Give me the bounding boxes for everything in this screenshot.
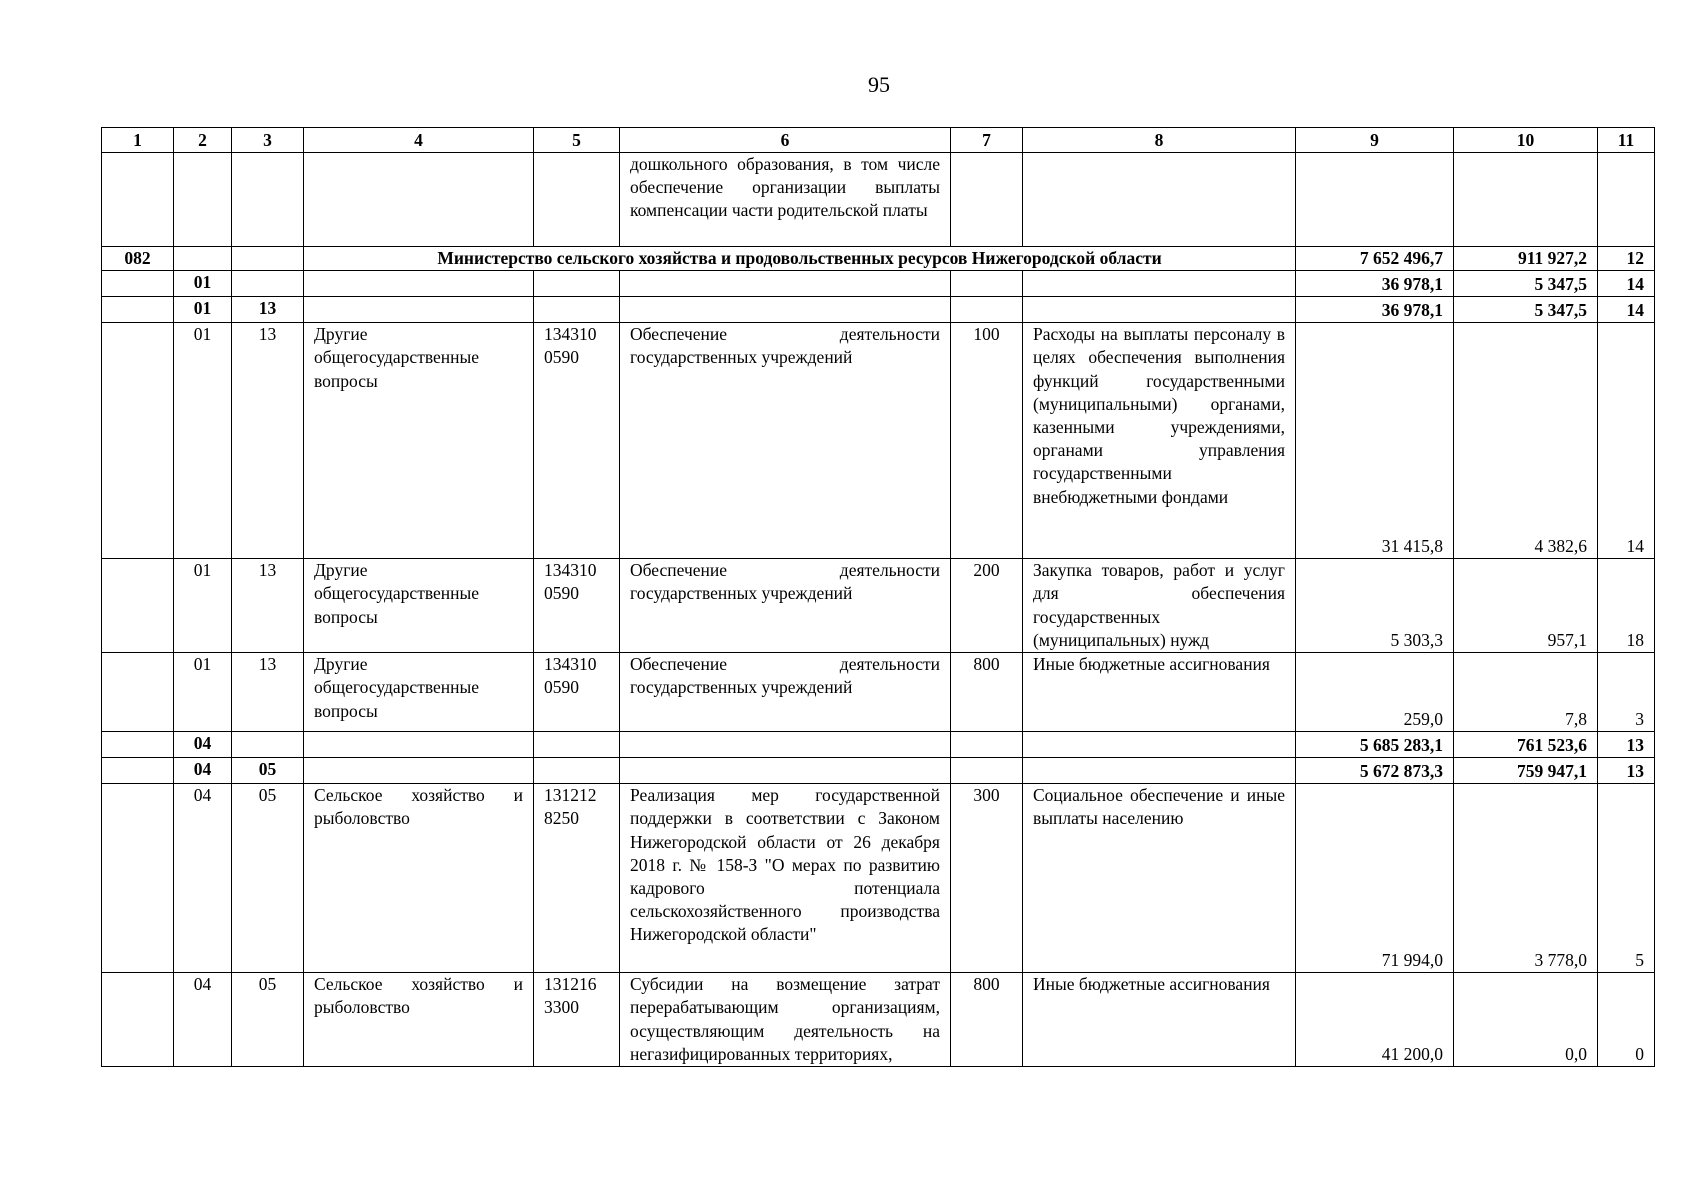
target-code-part: 131216: [544, 974, 597, 995]
cell-subsection: 05: [232, 758, 304, 784]
cell-amount-plan: 5 672 873,3: [1296, 758, 1454, 784]
header-cell: 6: [620, 128, 951, 153]
cell-amount-plan: 5 685 283,1: [1296, 732, 1454, 758]
cell-section: 01: [174, 271, 232, 297]
cell-amount-plan: 36 978,1: [1296, 297, 1454, 323]
cell-subsection-name: Сельское хозяйство и рыболовство: [304, 973, 534, 1067]
cell-purpose: Реализация мер государственной поддержки в соответствии с Законом Нижегородской области от 26 декабря 2018 г. № 158-З "О мерах по развитию кадрового потенциала сельскохозяйственного производства Нижегородской области": [620, 784, 951, 973]
cell-purpose: дошкольного образования, в том числе обеспечение организации выплаты компенсации части родительской платы: [620, 153, 951, 247]
cell-amount-plan: 31 415,8: [1296, 323, 1454, 559]
cell-subsection: 13: [232, 559, 304, 653]
cell-purpose: Обеспечение деятельности государственных учреждений: [620, 653, 951, 732]
cell-amount-actual: 7,8: [1454, 653, 1598, 732]
cell-target-code: [534, 323, 620, 559]
table-row: [102, 653, 1655, 732]
target-code-part: 0590: [544, 347, 579, 368]
cell-percent: 13: [1598, 732, 1655, 758]
cell-percent: 14: [1598, 323, 1655, 559]
target-code-part: 3300: [544, 997, 579, 1018]
cell-expense-name: Социальное обеспечение и иные выплаты населению: [1023, 784, 1296, 973]
cell-amount-actual: 4 382,6: [1454, 323, 1598, 559]
cell-section: 04: [174, 732, 232, 758]
cell-percent: 12: [1598, 247, 1655, 271]
target-code-part: 8250: [544, 808, 579, 829]
table-row: [102, 153, 1655, 247]
cell-percent: 14: [1598, 271, 1655, 297]
header-cell: 8: [1023, 128, 1296, 153]
target-code-part: 134310: [544, 560, 597, 581]
cell-subsection: 13: [232, 323, 304, 559]
header-cell: 7: [951, 128, 1023, 153]
cell-subsection-name: Сельское хозяйство и рыболовство: [304, 784, 534, 973]
cell-expense-name: Закупка товаров, работ и услуг для обеспечения государственных (муниципальных) нужд: [1023, 559, 1296, 653]
target-code-part: 134310: [544, 324, 597, 345]
cell-purpose: Обеспечение деятельности государственных учреждений: [620, 323, 951, 559]
cell-expense-type: 800: [951, 973, 1023, 1067]
cell-percent: 3: [1598, 653, 1655, 732]
cell-section: 01: [174, 653, 232, 732]
cell-section: 01: [174, 297, 232, 323]
table-header-row: [102, 128, 1655, 153]
cell-expense-type: 200: [951, 559, 1023, 653]
cell-target-code: [534, 653, 620, 732]
cell-section: 01: [174, 323, 232, 559]
cell-expense-type: 300: [951, 784, 1023, 973]
cell-percent: 13: [1598, 758, 1655, 784]
cell-section: 01: [174, 559, 232, 653]
table-row: [102, 973, 1655, 1067]
cell-percent: 0: [1598, 973, 1655, 1067]
cell-amount-plan: 259,0: [1296, 653, 1454, 732]
cell-subsection: 05: [232, 973, 304, 1067]
cell-expense-type: 100: [951, 323, 1023, 559]
cell-subsection: [232, 271, 304, 297]
cell-purpose: Субсидии на возмещение затрат перерабатывающим организациям, осуществляющим деятельность на негазифицированных территориях,: [620, 973, 951, 1067]
cell-ministry-code: 082: [102, 247, 174, 271]
header-cell: 1: [102, 128, 174, 153]
cell-target-code: [534, 559, 620, 653]
cell-subsection-name: Другие общегосударственные вопросы: [304, 559, 534, 653]
cell-subsection: [232, 732, 304, 758]
cell-subsection: 13: [232, 653, 304, 732]
target-code-part: 0590: [544, 583, 579, 604]
target-code-part: 134310: [544, 654, 597, 675]
cell-amount-plan: 71 994,0: [1296, 784, 1454, 973]
table-row-ministry: [102, 247, 1655, 271]
header-cell: 3: [232, 128, 304, 153]
cell-amount-plan: 7 652 496,7: [1296, 247, 1454, 271]
target-code-part: 131212: [544, 785, 597, 806]
cell-amount-actual: 0,0: [1454, 973, 1598, 1067]
cell-target-code: [534, 784, 620, 973]
cell-expense-name: Иные бюджетные ассигнования: [1023, 973, 1296, 1067]
cell-amount-actual: 3 778,0: [1454, 784, 1598, 973]
header-cell: 4: [304, 128, 534, 153]
table-row-section: [102, 732, 1655, 758]
cell-amount-plan: 36 978,1: [1296, 271, 1454, 297]
table-row: [102, 323, 1655, 559]
cell-expense-name: Расходы на выплаты персоналу в целях обеспечения выполнения функций государственными (муниципальными) органами, казенными учреждениями, органами управления государственными внебюджетными фондами: [1023, 323, 1296, 559]
cell-percent: 5: [1598, 784, 1655, 973]
cell-amount-actual: 759 947,1: [1454, 758, 1598, 784]
table-row-section: [102, 271, 1655, 297]
cell-amount-actual: 5 347,5: [1454, 271, 1598, 297]
cell-section: 04: [174, 758, 232, 784]
cell-subsection: 05: [232, 784, 304, 973]
header-cell: 9: [1296, 128, 1454, 153]
cell-subsection-name: Другие общегосударственные вопросы: [304, 653, 534, 732]
cell-expense-type: 800: [951, 653, 1023, 732]
budget-table: [101, 127, 1655, 1067]
table-row-section: [102, 758, 1655, 784]
cell-percent: 18: [1598, 559, 1655, 653]
cell-section: 04: [174, 973, 232, 1067]
cell-amount-actual: 761 523,6: [1454, 732, 1598, 758]
cell-amount-actual: 911 927,2: [1454, 247, 1598, 271]
cell-amount-plan: 41 200,0: [1296, 973, 1454, 1067]
header-cell: 5: [534, 128, 620, 153]
cell-expense-name: Иные бюджетные ассигнования: [1023, 653, 1296, 732]
table-row-section: [102, 297, 1655, 323]
header-cell: 11: [1598, 128, 1655, 153]
cell-subsection-name: Другие общегосударственные вопросы: [304, 323, 534, 559]
cell-ministry-title: Министерство сельского хозяйства и продовольственных ресурсов Нижегородской области: [304, 247, 1296, 271]
target-code-part: 0590: [544, 677, 579, 698]
header-cell: 10: [1454, 128, 1598, 153]
table-row: [102, 559, 1655, 653]
cell-subsection: 13: [232, 297, 304, 323]
cell-amount-actual: 957,1: [1454, 559, 1598, 653]
cell-amount-actual: 5 347,5: [1454, 297, 1598, 323]
cell-purpose: Обеспечение деятельности государственных учреждений: [620, 559, 951, 653]
page-number: 95: [868, 72, 890, 97]
cell-percent: 14: [1598, 297, 1655, 323]
cell-amount-plan: 5 303,3: [1296, 559, 1454, 653]
table-row: [102, 784, 1655, 973]
header-cell: 2: [174, 128, 232, 153]
cell-target-code: [534, 973, 620, 1067]
cell-section: 04: [174, 784, 232, 973]
